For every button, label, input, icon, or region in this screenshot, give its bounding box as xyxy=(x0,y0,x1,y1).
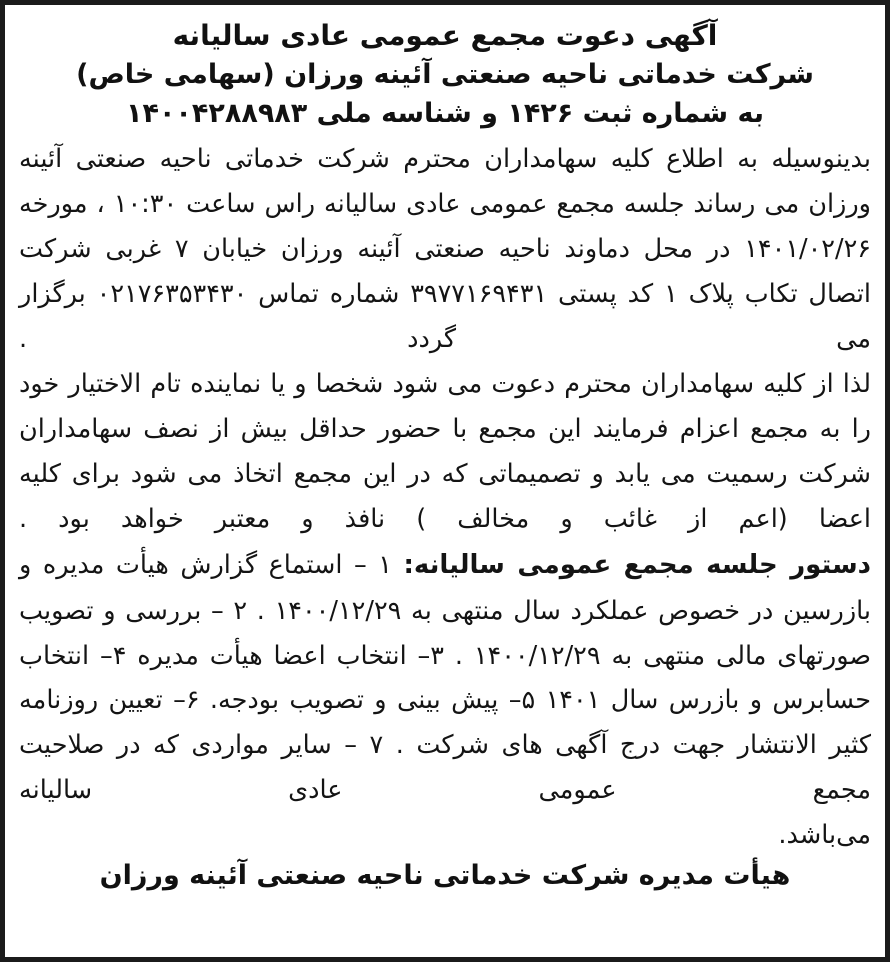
notice-signature: هیأت مدیره شرکت خدماتی ناحیه صنعتی آئینه ورزان xyxy=(99,859,791,891)
notice-title-line-3: به شماره ثبت ۱۴۲۶ و شناسه ملی ۱۴۰۰۴۲۸۸۹۸۳ xyxy=(125,98,764,130)
body-paragraph-invitation: بدینوسیله به اطلاع کلیه سهامداران محترم شرکت خدماتی ناحیه صنعتی آئینه ورزان می رساند جلسه مجمع عمومی عادی سالیانه راس ساعت ۱۰:۳۰ ، مورخه ۱۴۰۱/۰۲/۲۶ در محل دماوند ناحیه صنعتی آئینه ورزان خیابان ۷ غربی شرکت اتصال تکاب پلاک ۱ کد پستی ۳۹۷۷۱۶۹۴۳۱ شماره تماس ۰۲۱۷۶۳۵۳۴۳۰ برگزار می گردد . xyxy=(19,144,872,354)
notice-body xyxy=(19,137,871,858)
agenda-title: دستور جلسه مجمع عمومی سالیانه: xyxy=(403,549,871,580)
body-paragraph-quorum: لذا از کلیه سهامداران محترم دعوت می شود شخصا و یا نماینده تام الاختیار خود را به مجمع اعزام فرمایند این مجمع با حضور حداقل بیش از نصف سهامداران شرکت رسمیت می یابد و تصمیماتی که در این مجمع اتخاذ می شود برای کلیه اعضا (اعم از غائب و مخالف ) نافذ و معتبر خواهد بود . xyxy=(19,369,871,535)
notice-title-line-1: آگهی دعوت مجمع عمومی عادی سالیانه xyxy=(172,19,718,52)
agenda-items-text: ۱ – استماع گزارش هیأت مدیره و بازرسین در خصوص عملکرد سال منتهی به ۱۴۰۰/۱۲/۲۹ . ۲ – بررسی و تصویب صورتهای مالی منتهی به ۱۴۰۰/۱۲/۲۹ . ۳– انتخاب اعضا هیأت مدیره ۴– انتخاب حسابرس و بازرس سال ۱۴۰۱ ۵– پیش بینی و تصویب بودجه. ۶– تعیین روزنامه کثیر الانتشار جهت درج آگهی های شرکت . ۷ – سایر مواردی که در صلاحیت مجمع عمومی عادی سالیانه xyxy=(19,549,872,806)
notice-title-line-2: شرکت خدماتی ناحیه صنعتی آئینه ورزان (سهامی خاص) xyxy=(76,59,814,91)
notice-header xyxy=(19,13,871,131)
agenda-paragraph xyxy=(19,543,871,813)
agenda-tail: می‌باشد. xyxy=(778,820,871,851)
